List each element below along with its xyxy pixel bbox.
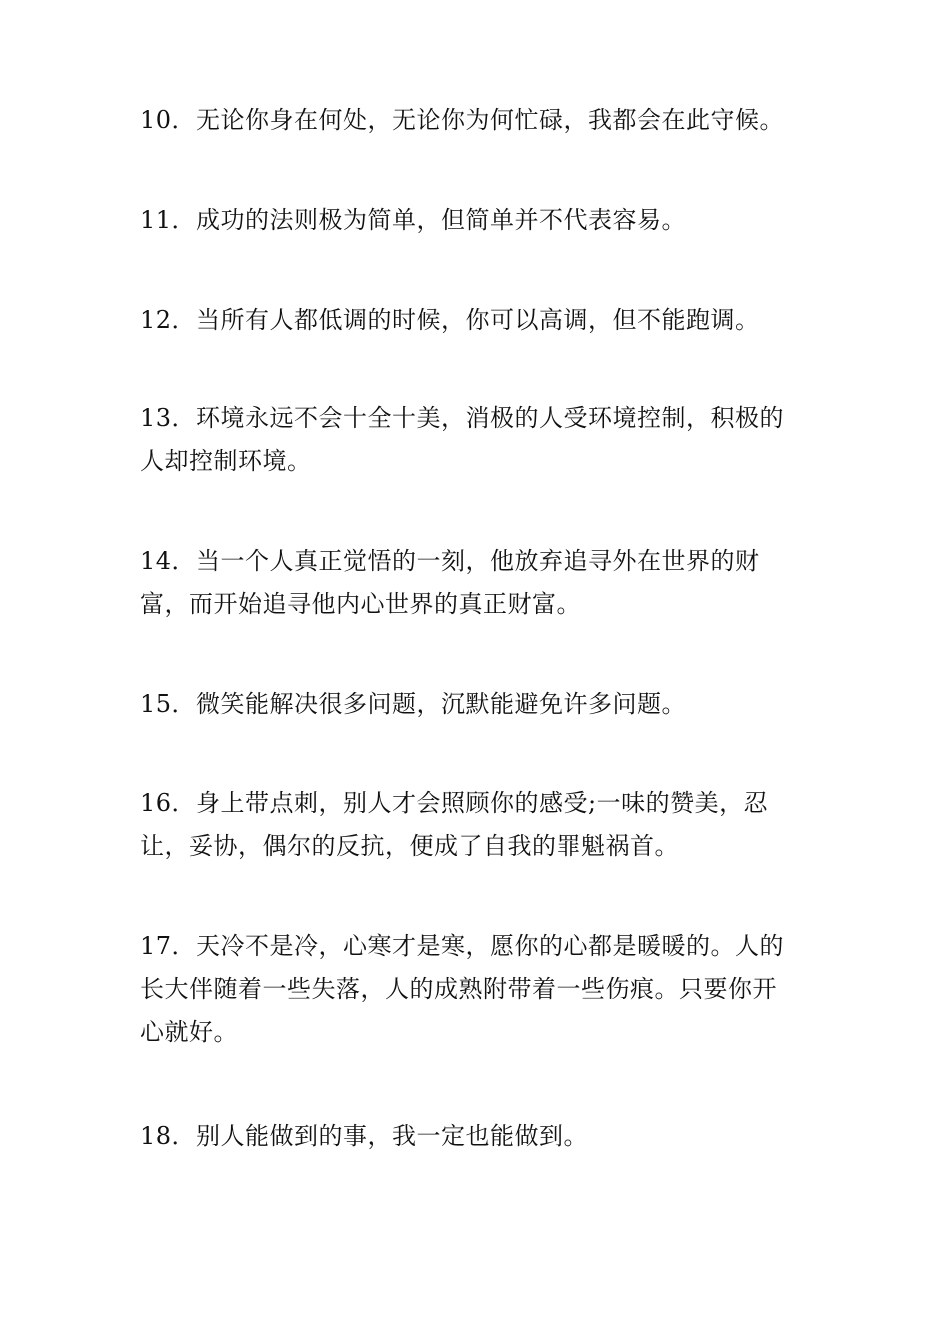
quote-12: 12．当所有人都低调的时候，你可以高调，但不能跑调。 — [140, 306, 760, 334]
quote-17: 17．天冷不是冷，心寒才是寒，愿你的心都是暖暖的。人的长大伴随着一些失落，人的成熟附带着一些伤痕。只要你开心就好。 — [140, 932, 785, 1046]
quote-16: 16．身上带点刺，别人才会照顾你的感受;一味的赞美，忍让，妥协，偶尔的反抗，便成了自我的罪魁祸首。 — [140, 789, 769, 860]
quote-15: 15．微笑能解决很多问题，沉默能避免许多问题。 — [140, 690, 687, 718]
quote-11: 11．成功的法则极为简单，但简单并不代表容易。 — [140, 206, 687, 234]
quote-18: 18．别人能做到的事，我一定也能做到。 — [140, 1122, 589, 1150]
quote-10: 10．无论你身在何处，无论你为何忙碌，我都会在此守候。 — [140, 106, 785, 134]
quote-13: 13．环境永远不会十全十美，消极的人受环境控制，积极的人却控制环境。 — [140, 404, 785, 475]
quote-14: 14．当一个人真正觉悟的一刻，他放弃追寻外在世界的财富，而开始追寻他内心世界的真正财富。 — [140, 547, 760, 618]
